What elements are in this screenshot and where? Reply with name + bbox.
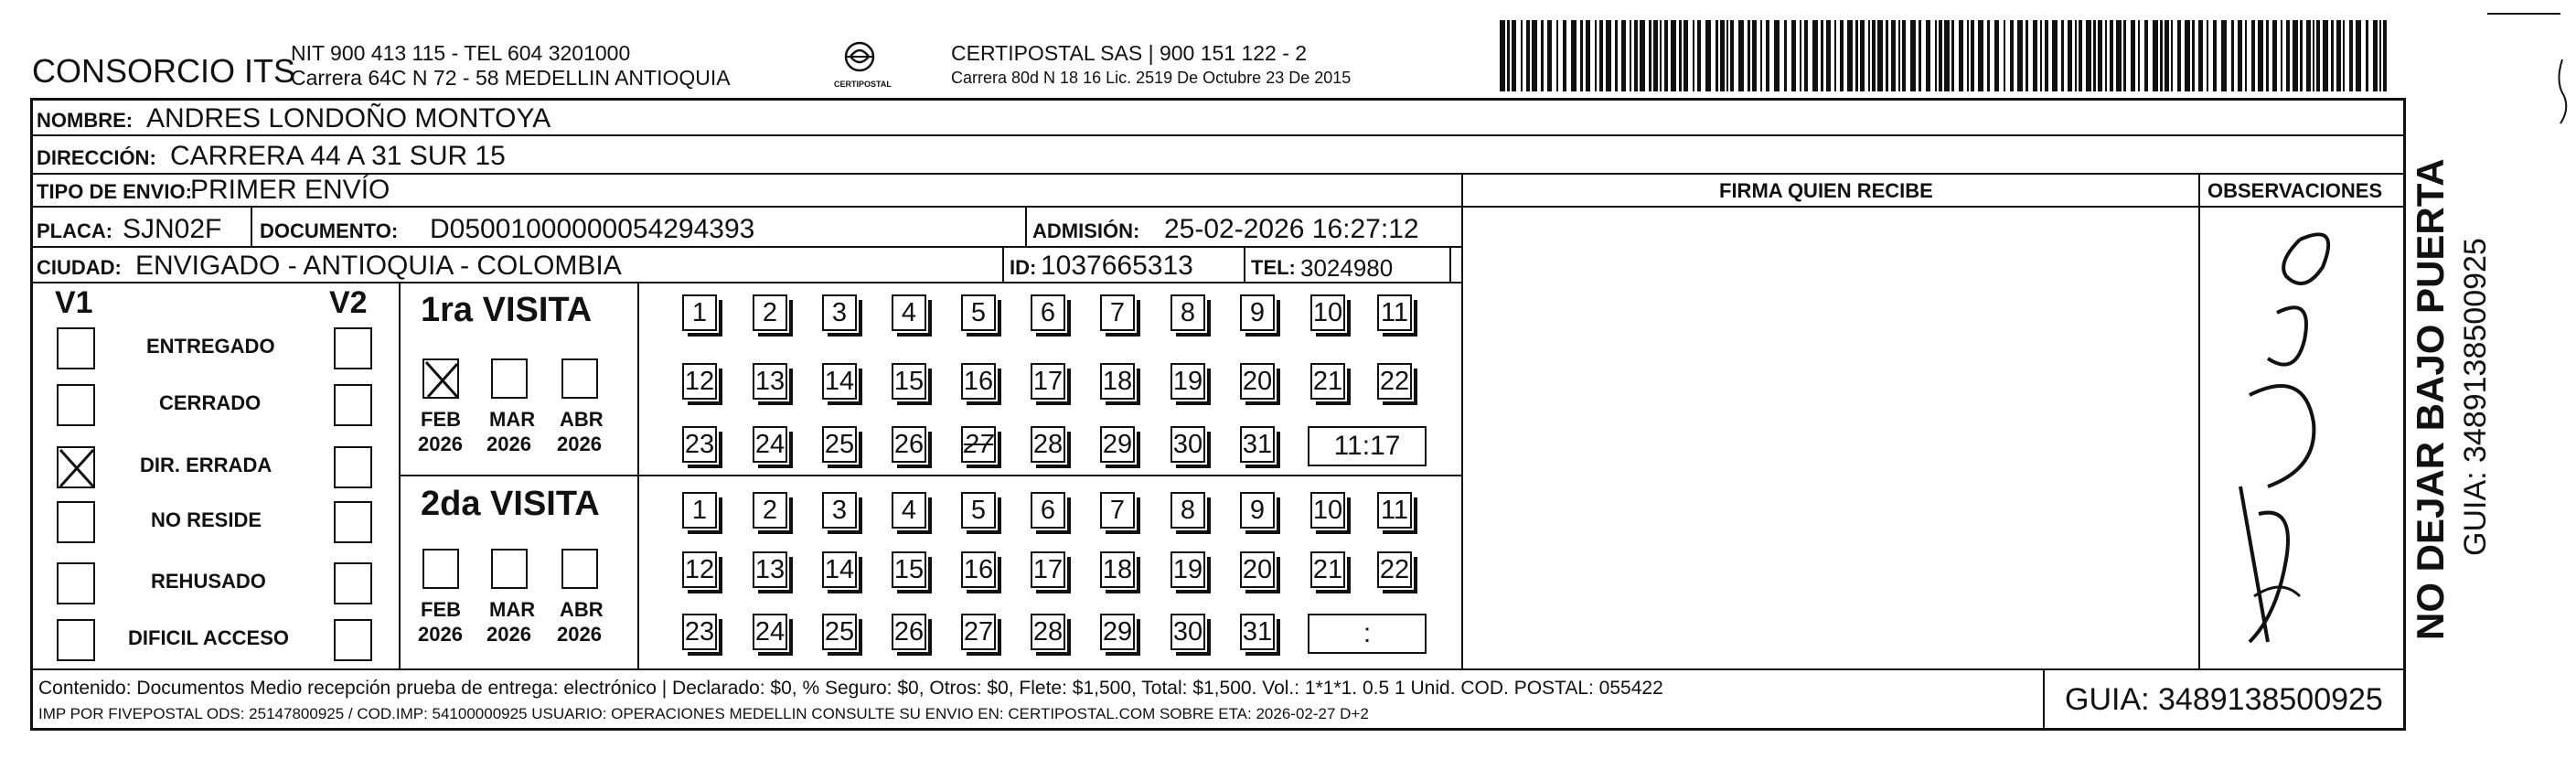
visit2-day-box[interactable]: 5: [961, 492, 996, 529]
visit2-day-box[interactable]: 6: [1031, 492, 1065, 529]
tel-value: 3024980: [1300, 254, 1394, 282]
visit2-day-box[interactable]: 27: [961, 614, 996, 650]
visit1-day-box[interactable]: 14: [822, 363, 857, 400]
row-divider: [30, 134, 2406, 136]
v2-label: V2: [329, 285, 368, 320]
observations-header: OBSERVACIONES: [2207, 179, 2383, 202]
corner-rule: [2487, 13, 2560, 15]
visit1-day-box[interactable]: 5: [961, 294, 996, 331]
x-mark-icon: [424, 360, 459, 399]
visit1-month-label: ABR: [560, 408, 604, 431]
row-divider: [30, 206, 2406, 208]
row-divider: [30, 282, 1461, 283]
status-option-label: NO RESIDE: [151, 508, 262, 531]
carrier-name: CERTIPOSTAL SAS | 900 151 122 - 2: [951, 41, 1308, 65]
visit2-day-box[interactable]: 13: [753, 551, 787, 588]
visit1-day-box[interactable]: 17: [1031, 363, 1065, 400]
visit2-day-box[interactable]: 15: [892, 551, 926, 588]
visit1-day-box[interactable]: 31: [1240, 426, 1275, 463]
visit1-day-box[interactable]: 11: [1377, 294, 1412, 331]
edge-scribble: [2551, 55, 2573, 128]
document-label: DOCUMENTO:: [260, 219, 399, 242]
side-guia: [2460, 99, 2506, 556]
visit2-day-box[interactable]: 28: [1031, 614, 1065, 650]
send-type: PRIMER ENVÍO: [190, 175, 390, 205]
visit2-day-box[interactable]: 1: [682, 492, 717, 529]
x-mark-icon: [59, 448, 95, 488]
col-divider: [1002, 246, 1004, 282]
visit2-year-label: 2026: [418, 623, 463, 646]
address-label: DIRECCIÓN:: [37, 146, 156, 169]
handwritten-signature: [2213, 212, 2359, 660]
status-option-label: CERRADO: [159, 391, 262, 414]
city-value: ENVIGADO - ANTIOQUIA - COLOMBIA: [135, 251, 622, 281]
col-divider: [2198, 173, 2200, 668]
visit2-month-label: FEB: [421, 598, 461, 621]
v2-checkbox[interactable]: [334, 384, 372, 426]
visit2-day-box[interactable]: 9: [1240, 492, 1275, 529]
v2-checkbox[interactable]: [334, 501, 372, 543]
visit1-day-box[interactable]: 1: [682, 294, 717, 331]
visit1-month-label: MAR: [489, 408, 536, 431]
visit2-day-box[interactable]: 25: [822, 614, 857, 650]
status-option-label: DIR. ERRADA: [140, 454, 273, 476]
v2-checkbox[interactable]: [334, 562, 372, 604]
visit2-day-box[interactable]: 22: [1377, 551, 1412, 588]
visit1-day-box[interactable]: 10: [1310, 294, 1345, 331]
name-label: NOMBRE:: [37, 109, 134, 132]
id-value: 1037665313: [1041, 251, 1193, 281]
visit2-day-box[interactable]: 8: [1170, 492, 1205, 529]
visit1-day-box[interactable]: 20: [1240, 363, 1275, 400]
visit2-day-box[interactable]: 20: [1240, 551, 1275, 588]
visit1-day-box[interactable]: 27: [961, 426, 996, 463]
visit1-month-checkbox[interactable]: [561, 358, 598, 399]
col-divider: [1244, 246, 1245, 282]
visit2-day-box[interactable]: 29: [1100, 614, 1135, 650]
visit2-day-box[interactable]: 18: [1100, 551, 1135, 588]
document-value: D05001000000054294393: [430, 214, 755, 244]
tel-label: TEL:: [1251, 256, 1296, 279]
logo-caption: CERTIPOSTAL: [834, 80, 892, 89]
visit1-day-box[interactable]: 26: [892, 426, 926, 463]
visit1-day-box[interactable]: 19: [1170, 363, 1205, 400]
v1-checkbox[interactable]: [57, 384, 95, 426]
visit1-day-box[interactable]: 13: [753, 363, 787, 400]
status-option-label: DIFICIL ACCESO: [128, 626, 290, 649]
visit1-day-box[interactable]: 4: [892, 294, 926, 331]
status-option-label: ENTREGADO: [146, 335, 275, 358]
visit2-day-box[interactable]: 10: [1310, 492, 1345, 529]
col-divider: [1461, 173, 1463, 668]
row-divider: [30, 246, 1461, 248]
visit1-day-box[interactable]: 3: [822, 294, 857, 331]
visit2-day-box[interactable]: 12: [682, 551, 717, 588]
visit1-day-box[interactable]: 22: [1377, 363, 1412, 400]
admission-label: ADMISIÓN:: [1032, 219, 1140, 242]
v1-checkbox[interactable]: [57, 562, 95, 604]
visit1-day-box[interactable]: 7: [1100, 294, 1135, 331]
v1-checkbox[interactable]: [57, 501, 95, 543]
v2-checkbox[interactable]: [334, 619, 372, 661]
v1-checkbox[interactable]: [57, 619, 95, 661]
barcode-icon: [1500, 20, 2387, 91]
visit2-day-box[interactable]: 2: [753, 492, 787, 529]
col-divider: [1025, 206, 1027, 246]
recipient-address: CARRERA 44 A 31 SUR 15: [170, 141, 506, 171]
visit2-day-box[interactable]: 24: [753, 614, 787, 650]
visit2-day-box[interactable]: 21: [1310, 551, 1345, 588]
visit1-day-box[interactable]: 30: [1170, 426, 1205, 463]
visit2-year-label: 2026: [557, 623, 602, 646]
visit1-day-box[interactable]: 8: [1170, 294, 1205, 331]
visit1-year-label: 2026: [557, 433, 602, 455]
visit1-year-label: 2026: [486, 433, 531, 455]
footer-guia: GUIA: 3489138500925: [2065, 682, 2383, 717]
recipient-name: ANDRES LONDOÑO MONTOYA: [146, 103, 551, 134]
company-name: CONSORCIO ITS: [32, 52, 296, 90]
plate-label: PLACA:: [37, 219, 113, 242]
visit1-title: 1ra VISITA: [421, 291, 593, 329]
visit1-day-box[interactable]: 2: [753, 294, 787, 331]
col-divider: [251, 206, 252, 246]
visit1-day-box[interactable]: 12: [682, 363, 717, 400]
visit2-day-box[interactable]: 16: [961, 551, 996, 588]
visit1-day-box[interactable]: 28: [1031, 426, 1065, 463]
visit2-month-checkbox[interactable]: [491, 549, 528, 589]
plate-value: SJN02F: [123, 214, 222, 244]
send-type-label: TIPO DE ENVIO:: [37, 180, 192, 203]
col-divider: [1449, 246, 1451, 282]
v1-checkbox[interactable]: [57, 327, 95, 369]
visit1-day-box[interactable]: 16: [961, 363, 996, 400]
visit1-day-box[interactable]: 25: [822, 426, 857, 463]
visit2-day-box[interactable]: 14: [822, 551, 857, 588]
city-label: CIUDAD:: [37, 256, 122, 279]
id-label: ID:: [1010, 256, 1037, 279]
visit1-day-box[interactable]: 29: [1100, 426, 1135, 463]
visit2-day-box[interactable]: 17: [1031, 551, 1065, 588]
visit1-year-label: 2026: [418, 433, 463, 455]
visit1-month-label: FEB: [421, 408, 461, 431]
visit2-day-box[interactable]: 7: [1100, 492, 1135, 529]
status-option-label: REHUSADO: [151, 570, 266, 593]
row-divider: [30, 668, 2406, 670]
visit2-year-label: 2026: [486, 623, 531, 646]
visit2-day-box[interactable]: 30: [1170, 614, 1205, 650]
visit2-month-checkbox[interactable]: [422, 549, 459, 589]
admission-value: 25-02-2026 16:27:12: [1164, 214, 1419, 244]
visit1-day-box[interactable]: 18: [1100, 363, 1135, 400]
visit1-day-box[interactable]: 6: [1031, 294, 1065, 331]
visit1-time-box[interactable]: 11:17: [1308, 426, 1427, 466]
visit2-month-label: ABR: [560, 598, 604, 621]
visit2-day-box[interactable]: 31: [1240, 614, 1275, 650]
signature-header: FIRMA QUIEN RECIBE: [1719, 179, 1933, 202]
visit1-month-checkbox[interactable]: [491, 358, 528, 399]
v2-checkbox[interactable]: [334, 446, 372, 488]
visit-divider: [399, 475, 1461, 476]
visit1-month-checkbox[interactable]: [422, 358, 459, 399]
col-divider: [2043, 668, 2045, 731]
visit2-month-checkbox[interactable]: [561, 549, 598, 589]
visit1-day-box[interactable]: 23: [682, 426, 717, 463]
visit2-day-box[interactable]: 4: [892, 492, 926, 529]
nit-line: NIT 900 413 115 - TEL 604 3201000: [291, 41, 631, 65]
visit2-day-box[interactable]: 11: [1377, 492, 1412, 529]
side-warning-text: NO DEJAR BAJO PUERTA: [2409, 158, 2452, 640]
v1-checkbox[interactable]: [57, 446, 95, 488]
company-address: Carrera 64C N 72 - 58 MEDELLIN ANTIOQUIA: [291, 66, 731, 90]
v1-label: V1: [55, 285, 93, 320]
visit2-month-label: MAR: [489, 598, 536, 621]
footer-contents: Contenido: Documentos Medio recepción prueba de entrega: electrónico | Declarado: $0, % Seguro: $0, Otros: $0, Flete: $1,500, Total: $1,500. Vol.: 1*1*1. 0.5 1 Unid. COD. POSTAL: 055422: [38, 678, 1663, 699]
visit2-day-box[interactable]: 3: [822, 492, 857, 529]
visit1-day-box[interactable]: 15: [892, 363, 926, 400]
visit1-day-box[interactable]: 24: [753, 426, 787, 463]
side-guia-text: GUIA: 3489138500925: [2458, 238, 2493, 556]
visit2-title: 2da VISITA: [421, 485, 600, 523]
visit2-day-box[interactable]: 19: [1170, 551, 1205, 588]
carrier-address: Carrera 80d N 18 16 Lic. 2519 De Octubre 23 De 2015: [951, 69, 1352, 87]
visit1-day-box[interactable]: 21: [1310, 363, 1345, 400]
visit2-time-box[interactable]: :: [1308, 614, 1427, 654]
visit2-day-box[interactable]: 23: [682, 614, 717, 650]
visit1-day-box[interactable]: 9: [1240, 294, 1275, 331]
visit2-day-box[interactable]: 26: [892, 614, 926, 650]
footer-print: IMP POR FIVEPOSTAL ODS: 25147800925 / COD.IMP: 54100000925 USUARIO: OPERACIONES MEDELLIN CONSULTE SU ENVIO EN: CERTIPOSTAL.COM SOBRE ETA: 2026-02-27 D+2: [38, 705, 1369, 722]
v2-checkbox[interactable]: [334, 327, 372, 369]
